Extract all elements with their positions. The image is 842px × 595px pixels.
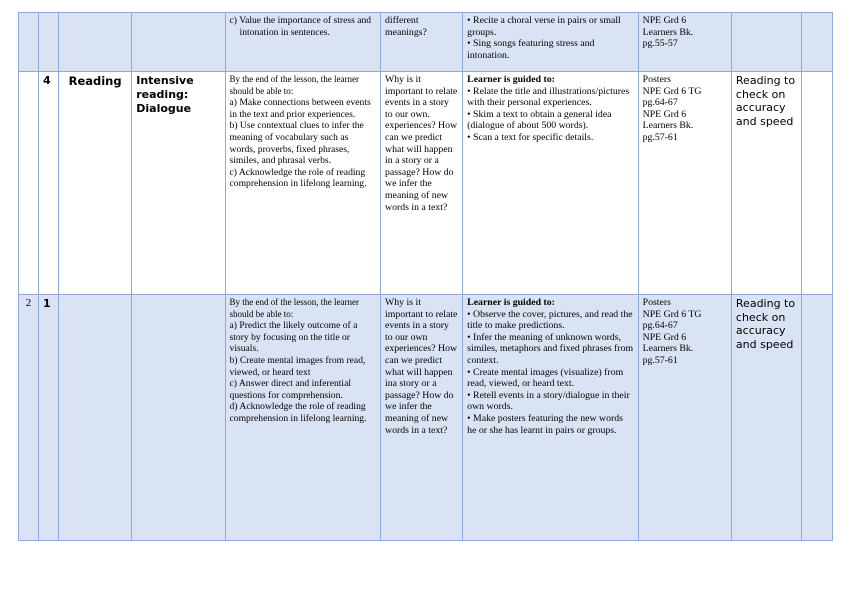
- experience-item: • Skim a text to obtain a general idea (dialogue of about 500 words).: [467, 108, 612, 132]
- reflection-cell: [801, 72, 832, 295]
- resource-line: NPE Grd 6 TG: [642, 85, 702, 97]
- week-cell: 2: [19, 295, 39, 541]
- resources-cell: [638, 295, 731, 541]
- resource-line: Posters: [642, 297, 671, 308]
- outcome-item: b) Use contextual clues to infer the meaning of vocabulary such as words, proverbs, fixed phrases, similes, and phrasal verbs.: [229, 120, 364, 167]
- experience-item: • Recite a choral verse in pairs or small groups.: [467, 15, 621, 38]
- week-cell: [19, 13, 39, 72]
- resources-cell: [638, 13, 731, 72]
- key-inquiry-cell: Why is it important to relate events in a story to our own experiences? How can we predict what will happen ina story or a passage? How do we infer the meaning of new words in a text?: [381, 295, 463, 541]
- resource-line: NPE Grd 6 TG: [642, 308, 702, 320]
- outcomes-intro: By the end of the lesson, the learner should be able to:: [229, 74, 359, 96]
- experience-item: • Relate the title and illustrations/pictures with their personal experiences.: [467, 85, 630, 109]
- learning-outcomes-cell: [225, 72, 380, 295]
- experiences-heading: Learner is guided to:: [467, 74, 555, 85]
- assessment-cell: Reading to check on accuracy and speed: [731, 72, 801, 295]
- outcome-item: c) Value the importance of stress and intonation in sentences.: [229, 15, 372, 38]
- resource-line: NPE Grd 6: [642, 15, 687, 26]
- outcome-item: a) Predict the likely outcome of a story by focusing on the title or visuals.: [229, 320, 358, 355]
- learning-experiences-cell: [463, 72, 638, 295]
- resource-line: Learners Bk.: [642, 120, 694, 132]
- outcomes-intro: By the end of the lesson, the learner should be able to:: [229, 297, 359, 319]
- learning-outcomes-cell: [225, 295, 380, 541]
- strand-cell: [58, 295, 131, 541]
- resource-line: pg.64-67: [642, 97, 678, 109]
- learning-experiences-cell: [463, 295, 638, 541]
- experience-item: • Observe the cover, pictures, and read the title to make predictions.: [467, 308, 633, 332]
- lesson-cell: 4: [38, 72, 58, 295]
- experience-item: • Infer the meaning of unknown words, similes, metaphors and fixed phrases from context.: [467, 331, 634, 366]
- sub-strand-cell: Intensive reading: Dialogue: [132, 72, 225, 295]
- key-inquiry-cell: different meanings?: [381, 13, 463, 72]
- reflection-cell: [801, 295, 832, 541]
- strand-cell: Reading: [58, 72, 131, 295]
- outcome-item: a) Make connections between events in the text and prior experiences.: [229, 97, 371, 120]
- outcome-item: c) Answer direct and inferential questions for comprehension.: [229, 378, 351, 401]
- outcome-item: b) Create mental images from read, viewed, or heard text: [229, 354, 366, 378]
- table-row: [19, 295, 833, 541]
- lesson-cell: 1: [38, 295, 58, 541]
- reflection-cell: [801, 13, 832, 72]
- sub-strand-cell: [132, 13, 225, 72]
- resource-line: Posters: [642, 74, 671, 85]
- outcome-item: c) Acknowledge the role of reading comprehension in lifelong learning.: [229, 166, 367, 190]
- week-cell: [19, 72, 39, 295]
- experience-item: • Create mental images (visualize) from read, viewed, or heard text.: [467, 366, 624, 390]
- sub-strand-cell: [132, 295, 225, 541]
- resource-line: Learners Bk.: [642, 343, 694, 355]
- experience-item: • Sing songs featuring stress and intonation.: [467, 38, 595, 61]
- experience-item: • Retell events in a story/dialogue in their own words.: [467, 389, 630, 413]
- resource-line: NPE Grd 6: [642, 331, 687, 343]
- assessment-cell: [731, 13, 801, 72]
- key-inquiry-cell: Why is it important to relate events in a story to our own. experiences? How can we predict what will happen in a story or a passage? How do we infer the meaning of new words in a text?: [381, 72, 463, 295]
- table-row: [19, 13, 833, 72]
- scheme-of-work-table: [18, 12, 833, 541]
- outcome-item: d) Acknowledge the role of reading comprehension in lifelong learning.: [229, 401, 367, 424]
- resource-line: pg.57-61: [642, 131, 678, 143]
- resource-line: pg.57-61: [642, 354, 678, 366]
- lesson-cell: [38, 13, 58, 72]
- assessment-cell: Reading to check on accuracy and speed: [731, 295, 801, 541]
- resource-line: pg.64-67: [642, 320, 678, 332]
- resources-cell: [638, 72, 731, 295]
- resource-line: NPE Grd 6: [642, 108, 687, 120]
- experience-item: • Make posters featuring the new words he or she has learnt in pairs or groups.: [467, 412, 623, 436]
- experience-item: • Scan a text for specific details.: [467, 131, 594, 143]
- learning-outcomes-cell: [225, 13, 380, 72]
- resource-line: Learners Bk.: [642, 26, 694, 38]
- strand-cell: [58, 13, 131, 72]
- learning-experiences-cell: [463, 13, 638, 72]
- resource-line: pg.55-57: [642, 38, 678, 50]
- table-row: [19, 72, 833, 295]
- experiences-heading: Learner is guided to:: [467, 297, 555, 308]
